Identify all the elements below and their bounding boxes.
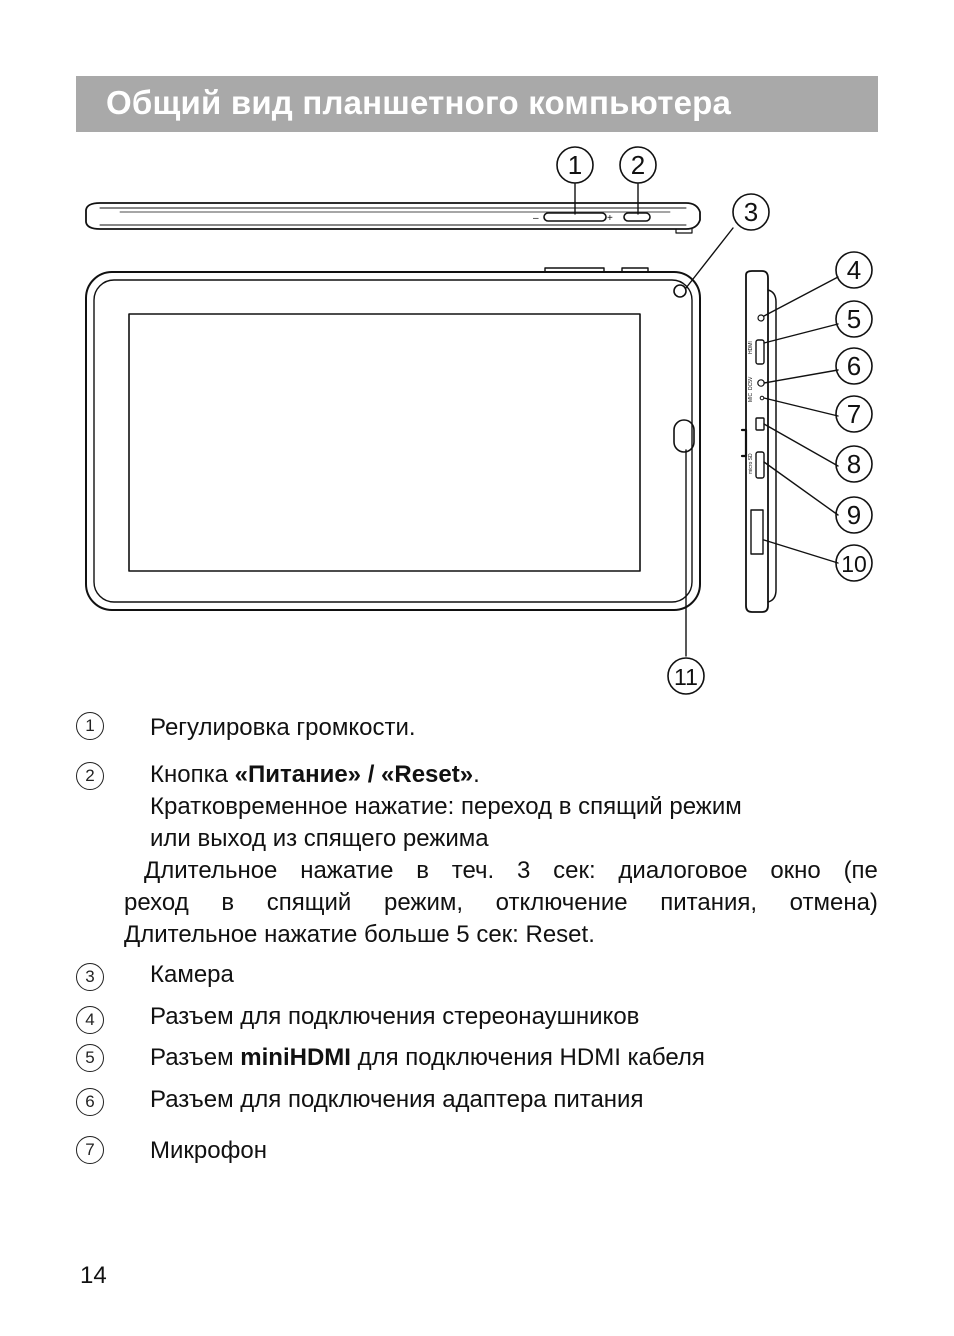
callout-leaders — [575, 184, 838, 656]
legend-text-4: Разъем для подключения стереонаушников — [150, 1003, 640, 1030]
legend-marker-6: 6 — [76, 1088, 104, 1116]
legend-marker-4: 4 — [76, 1006, 104, 1034]
callout-4: 4 — [846, 255, 862, 285]
screen-outline — [129, 314, 640, 571]
legend-text-1: Регулировка громкости. — [150, 714, 416, 741]
front-view — [86, 268, 700, 610]
callout-10: 10 — [841, 551, 867, 577]
legend-marker-5: 5 — [76, 1044, 104, 1072]
card-slot-label: micro SD — [748, 453, 754, 474]
callout-11: 11 — [674, 664, 698, 690]
legend-text-7: Микрофон — [150, 1137, 267, 1164]
legend-text-2-line4: Длительное нажатие в теч. 3 сек: диалоговое окно (пе — [144, 857, 878, 884]
legend-text-2-line5: реход в спящий режим, отключение питания, отмена) — [124, 889, 878, 916]
callout-6: 6 — [846, 351, 862, 381]
page-number: 14 — [80, 1262, 107, 1289]
legend-text-5: Разъем miniHDMI для подключения HDMI кабеля — [150, 1044, 705, 1071]
callout-2: 2 — [630, 150, 646, 180]
callout-8: 8 — [846, 449, 862, 479]
callout-7: 7 — [846, 399, 862, 429]
home-button-shape — [674, 420, 694, 452]
callout-9: 9 — [846, 500, 862, 530]
dc-port-label: DC5V — [748, 376, 754, 390]
callout-3: 3 — [743, 197, 759, 227]
legend-marker-3: 3 — [76, 963, 104, 991]
legend-text-3: Камера — [150, 961, 234, 988]
camera-shape — [674, 285, 686, 297]
callout-5: 5 — [846, 304, 862, 334]
legend-marker-2: 2 — [76, 762, 104, 790]
legend-text-2-line6: Длительное нажатие больше 5 сек: Reset. — [124, 921, 595, 948]
callout-1: 1 — [567, 150, 583, 180]
power-button-shape — [624, 213, 650, 221]
legend-text-2-line3: или выход из спящего режима — [150, 825, 489, 852]
legend-text-6: Разъем для подключения адаптера питания — [150, 1086, 644, 1113]
legend-marker-1: 1 — [76, 712, 104, 740]
volume-plus-label: + — [607, 213, 613, 224]
volume-minus-label: – — [533, 213, 539, 224]
legend-text-2-line2: Кратковременное нажатие: переход в спящий режим — [150, 793, 742, 820]
hdmi-port-label: HDMI — [748, 341, 754, 354]
section-title: Общий вид планшетного компьютера — [106, 84, 732, 121]
side-view — [742, 271, 776, 612]
mic-label: MIC — [748, 392, 754, 402]
legend-marker-7: 7 — [76, 1136, 104, 1164]
legend-text-2: Кнопка «Питание» / «Reset». — [150, 761, 480, 788]
